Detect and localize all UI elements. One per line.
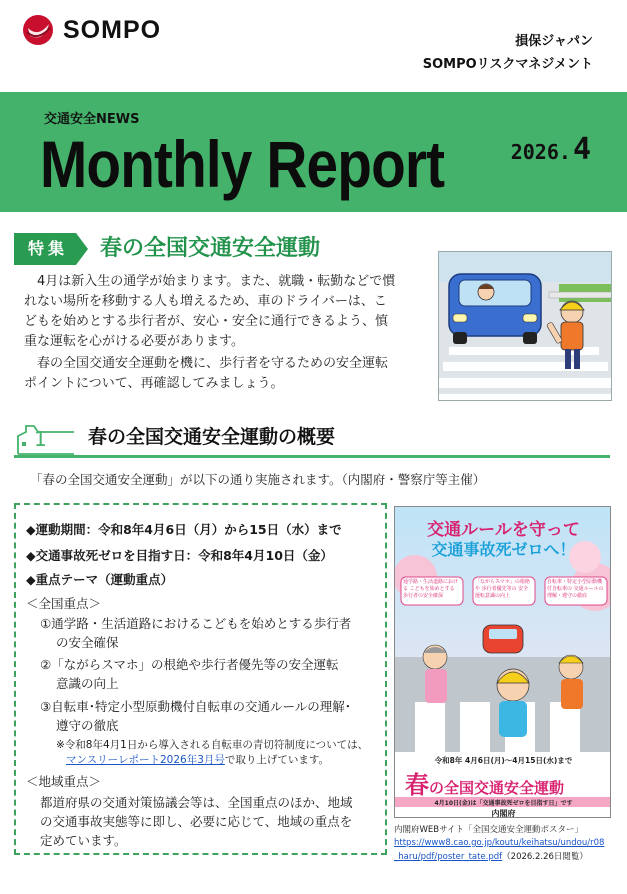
poster-source-line-2 <box>394 850 588 862</box>
campaign-poster <box>394 506 611 818</box>
national-item-1-cont: の安全確保 <box>56 635 119 650</box>
regional-line-1: 都道府県の交通対策協議会等は、全国重点のほか、地域 <box>40 795 353 810</box>
crosswalk-illustration <box>438 251 612 401</box>
regional-line-3: 定めています。 <box>40 833 127 848</box>
feature-tag-label: 特集 <box>18 233 76 265</box>
poster-big-title-spring: 春 <box>405 771 429 799</box>
national-item-2-cont: 意識の向上 <box>56 676 119 691</box>
crosswalk-scene-icon <box>439 252 612 401</box>
national-item-2: ②「ながらスマホ」の根絶や歩行者優先等の安全運転 <box>40 657 339 672</box>
poster-org: 内閣府 <box>491 809 516 818</box>
issue-month: 4 <box>572 132 591 167</box>
national-item-3: ③自転車･特定小型原動機付自転車の交通ルールの理解･ <box>40 699 351 714</box>
feature-tag <box>14 233 88 265</box>
national-item-3-cont: 遵守の徹底 <box>56 718 119 733</box>
intro-paragraph-2 <box>24 354 428 394</box>
intro-line: れない場所を移動する人も増えるため、車のドライバーは、こ <box>24 294 387 309</box>
banner-subtitle: 交通安全NEWS <box>44 112 140 127</box>
section-number-badge-icon <box>14 422 80 458</box>
logo-text: SOMPO <box>63 15 162 44</box>
poster-access-date: （2026.2.26日閲覧） <box>502 852 588 862</box>
poster-big-title-rest: の全国交通安全運動 <box>429 779 565 797</box>
company-name-2: SOMPOリスクマネジメント <box>422 57 593 72</box>
bicycle-note-suffix: で取り上げています。 <box>224 754 330 766</box>
sompo-logo <box>22 14 161 46</box>
section-divider <box>14 455 610 458</box>
poster-dates: 令和8年 4月6日(月)～4月15日(水)まで <box>434 756 573 765</box>
intro-line: 4月は新入生の通学が始まります。また、就職・転勤などで慣 <box>37 274 396 289</box>
poster-bubble-1: 通学路・生活道路における こどもを始めとする 歩行者の安全確保 <box>403 579 459 599</box>
poster-source-link-2[interactable]: _haru/pdf/poster_tate.pdf <box>394 852 503 862</box>
intro-paragraph-1 <box>24 272 428 352</box>
issue-date <box>511 132 591 167</box>
regional-heading: ＜地域重点＞ <box>26 774 102 789</box>
zero-fatality-day: ◆交通事故死ゼロを目指す日：令和8年4月10日（金） <box>26 548 333 563</box>
intro-line: どもを始めとする歩行者が、安心・安全に通行できるよう、慎 <box>24 314 389 329</box>
banner-title: Monthly Report <box>40 127 445 201</box>
theme-heading: ◆重点テーマ（運動重点） <box>26 572 174 587</box>
monthly-report-link[interactable]: マンスリーレポート2026年3月号 <box>66 754 225 766</box>
intro-line: 春の全国交通安全運動を機に、歩行者を守るための安全運転 <box>37 356 389 371</box>
bicycle-note-line-2 <box>66 752 329 767</box>
campaign-period: ◆運動期間：令和8年4月6日（月）から15日（水）まで <box>26 522 342 537</box>
poster-big-title <box>405 765 605 800</box>
intro-line: 重な運転を心がける必要があります。 <box>24 334 244 349</box>
company-name-1: 損保ジャパン <box>515 34 593 49</box>
poster-zero-line: 4月10日(金)は「交通事故死ゼロを目指す日」です <box>434 800 573 807</box>
poster-headline-2: 交通事故死ゼロへ！ <box>431 540 576 559</box>
poster-bubble-3: 自転車・特定小型原動機付自転車の 交通ルールの理解・遵守の徹底 <box>547 579 604 599</box>
intro-line: ポイントについて、再確認してみましょう。 <box>24 376 284 391</box>
poster-bubble-2: 「ながらスマホ」の根絶や 歩行者優先等の 安全運転意識の向上 <box>475 579 530 599</box>
section-number: 1 <box>34 427 47 451</box>
section-lead: 「春の全国交通安全運動」が以下の通り実施されます。（内閣府・警察庁等主催） <box>30 472 486 487</box>
poster-caption: 内閣府WEBサイト「全国交通安全運動ポスター」 <box>394 825 584 835</box>
feature-title: 春の全国交通安全運動 <box>100 236 321 261</box>
sompo-logo-mark-icon <box>22 14 54 46</box>
feature-tag-arrow-icon <box>76 233 88 265</box>
poster-headline-1: 交通ルールを守って <box>427 520 580 540</box>
national-heading: ＜全国重点＞ <box>26 596 102 611</box>
regional-line-2: の交通事故実態等に即し、必要に応じて、地域の重点を <box>40 814 353 829</box>
section-title: 春の全国交通安全運動の概要 <box>88 426 336 448</box>
poster-source-link-1[interactable]: https://www8.cao.go.jp/koutu/keihatsu/undou/r08 <box>394 838 605 848</box>
issue-year: 2026. <box>510 140 571 164</box>
bicycle-note: ※令和8年4月1日から導入される自転車の青切符制度については、 <box>56 739 369 751</box>
national-item-1: ①通学路・生活道路におけるこどもを始めとする歩行者 <box>40 616 352 631</box>
